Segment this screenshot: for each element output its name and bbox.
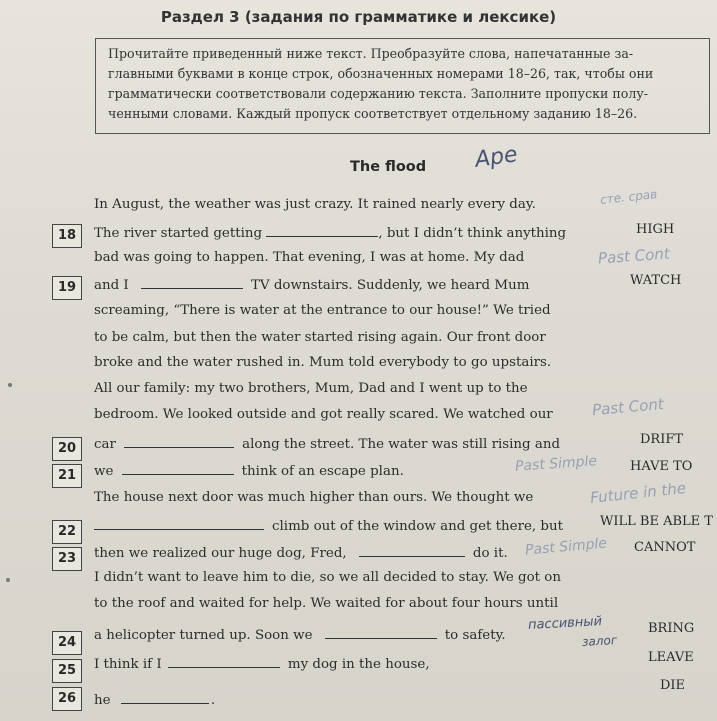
- instruction-line: главными буквами в конце строк, обозначенных номерами 18–26, так, чтобы они: [108, 66, 654, 81]
- task-number: 18: [52, 224, 82, 248]
- text-segment: think of an escape plan.: [241, 464, 404, 479]
- task-word: HIGH: [636, 222, 675, 237]
- instructions-box: [95, 38, 710, 134]
- text-segment: do it.: [472, 546, 508, 561]
- text-line: I didn’t want to leave him to die, so we all decided to stay. We got on: [94, 570, 561, 585]
- handwritten-note: Past Simple: [524, 535, 608, 559]
- text-line: to the roof and waited for help. We waited for about four hours until: [94, 596, 559, 611]
- answer-blank-22[interactable]: [94, 517, 264, 530]
- answer-blank-26[interactable]: [121, 691, 209, 704]
- task-number: 22: [52, 520, 82, 544]
- task-number: 20: [52, 437, 82, 461]
- text-segment: .: [210, 693, 216, 708]
- text-segment: then we realized our huge dog, Fred,: [94, 546, 347, 561]
- text-line: All our family: my two brothers, Mum, Dad and I went up to the: [94, 381, 528, 396]
- text-line: [94, 224, 566, 241]
- text-line: [94, 462, 404, 479]
- text-line: to be calm, but then the water started rising again. Our front door: [94, 330, 546, 345]
- task-word: CANNOT: [634, 540, 696, 555]
- text-line: [94, 691, 215, 708]
- text-segment: car: [94, 437, 116, 452]
- text-segment: to safety.: [444, 628, 506, 643]
- text-segment: along the street. The water was still rising and: [242, 437, 561, 452]
- text-segment: a helicopter turned up. Soon we: [94, 628, 313, 643]
- text-segment: I think if I: [94, 657, 162, 672]
- handwritten-note: Past Cont: [591, 394, 665, 420]
- text-line: In August, the weather was just crazy. It rained nearly every day.: [94, 197, 536, 212]
- text-segment: The river started getting: [94, 226, 263, 241]
- text-title: The flood: [350, 159, 427, 175]
- text-line: The house next door was much higher than ours. We thought we: [94, 490, 534, 505]
- handwritten-note: Past Cont: [597, 244, 671, 268]
- text-segment: my dog in the house,: [287, 657, 430, 672]
- handwritten-note: сте. срав: [599, 187, 658, 207]
- text-segment: we: [94, 464, 114, 479]
- text-line: screaming, “There is water at the entrance to our house!” We tried: [94, 303, 551, 318]
- task-number: 25: [52, 659, 82, 683]
- section-title: Раздел 3 (задания по грамматике и лексике): [160, 8, 557, 26]
- handwritten-note: пассивный: [527, 614, 603, 633]
- text-line: [94, 626, 506, 643]
- text-segment: TV downstairs. Suddenly, we heard Mum: [251, 278, 530, 293]
- instruction-line: ченными словами. Каждый пропуск соответствует отдельному заданию 18–26.: [108, 106, 638, 121]
- answer-blank-19[interactable]: [141, 276, 243, 289]
- handwritten-note: Future in the: [589, 479, 687, 507]
- handwritten-note: залог: [581, 633, 618, 649]
- instruction-line: Прочитайте приведенный ниже текст. Преобразуйте слова, напечатанные за-: [108, 46, 634, 61]
- task-number: 24: [52, 631, 82, 655]
- answer-blank-21[interactable]: [122, 462, 234, 475]
- task-word: LEAVE: [648, 650, 694, 665]
- answer-blank-23[interactable]: [359, 544, 465, 557]
- page-mark: [6, 578, 10, 582]
- task-word: BRING: [648, 621, 695, 636]
- answer-blank-20[interactable]: [124, 435, 234, 448]
- text-line: broke and the water rushed in. Mum told everybody to go upstairs.: [94, 355, 552, 370]
- text-line: [94, 517, 563, 534]
- task-word: WATCH: [630, 273, 682, 288]
- task-number: 23: [52, 547, 82, 571]
- text-segment: climb out of the window and get there, but: [272, 519, 564, 534]
- handwritten-note: Ape: [473, 142, 520, 173]
- text-line: bad was going to happen. That evening, I was at home. My dad: [94, 250, 525, 265]
- text-segment: he: [94, 693, 111, 708]
- text-segment: and I: [94, 278, 129, 293]
- text-line: bedroom. We looked outside and got really scared. We watched our: [94, 407, 553, 422]
- task-number: 19: [52, 276, 82, 300]
- answer-blank-18[interactable]: [266, 224, 378, 237]
- page-mark: [8, 383, 12, 387]
- text-line: [94, 655, 430, 672]
- answer-blank-24[interactable]: [325, 626, 437, 639]
- instruction-line: грамматически соответствовали содержанию текста. Заполните пропуски полу-: [108, 86, 649, 101]
- task-word: HAVE TO: [630, 459, 693, 474]
- task-word: DIE: [660, 678, 686, 693]
- text-line: [94, 276, 529, 293]
- task-word: DRIFT: [640, 432, 684, 447]
- task-number: 21: [52, 464, 82, 488]
- text-line: [94, 544, 508, 561]
- text-segment: , but I didn’t think anything: [378, 226, 567, 241]
- task-word: WILL BE ABLE T: [600, 514, 713, 529]
- text-line: [94, 435, 560, 452]
- task-number: 26: [52, 687, 82, 711]
- handwritten-note: Past Simple: [514, 453, 598, 475]
- answer-blank-25[interactable]: [168, 655, 280, 668]
